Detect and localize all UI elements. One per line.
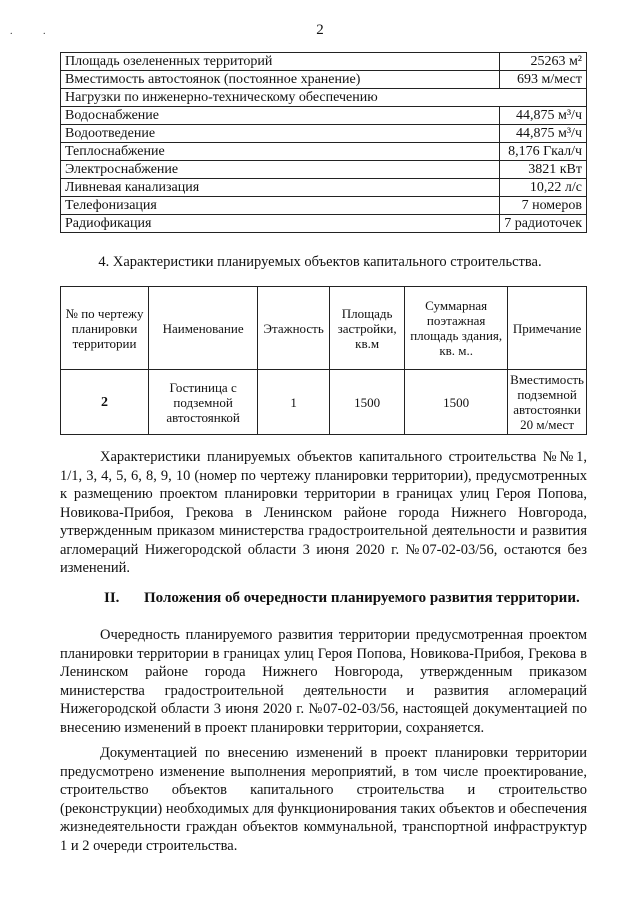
table-row bbox=[61, 161, 587, 179]
section-2-title: Положения об очередности планируемого развития территории. bbox=[144, 590, 580, 606]
param-label: Ливневая канализация bbox=[61, 179, 500, 197]
table-row bbox=[61, 125, 587, 143]
param-value: 44,875 м³/ч bbox=[500, 107, 587, 125]
param-value: 7 номеров bbox=[500, 197, 587, 215]
parameters-table bbox=[60, 52, 587, 233]
section-2-heading bbox=[104, 590, 580, 607]
column-header-total-area: Суммарная поэтажная площадь здания, кв. м.. bbox=[405, 287, 508, 370]
paragraph-sequence: Очередность планируемого развития территории предусмотренная проектом планировки территории в границах улиц Героя Попова, Новикова-Прибоя, Грекова в Ленинском районе города Нижнего Новгорода, утвержденным приказом министерства градостроительной деятельности и развития агломераций Нижегородской области 3 июня 2020 г. №07-02-03/56, настоящей документацией по внесению изменений в проект планировки территории, сохраняется. bbox=[60, 627, 587, 736]
param-value: 693 м/мест bbox=[500, 71, 587, 89]
param-label: Радиофикация bbox=[61, 215, 500, 233]
column-header-floors: Этажность bbox=[258, 287, 330, 370]
param-value: 8,176 Гкал/ч bbox=[500, 143, 587, 161]
param-group-heading: Нагрузки по инженерно-техническому обеспечению bbox=[61, 89, 587, 107]
param-label: Теплоснабжение bbox=[61, 143, 500, 161]
cell-footprint: 1500 bbox=[330, 370, 405, 435]
table-row bbox=[61, 215, 587, 233]
cell-total-area: 1500 bbox=[405, 370, 508, 435]
column-header-note: Примечание bbox=[508, 287, 587, 370]
section-2-number: II. bbox=[104, 590, 120, 606]
param-label: Площадь озелененных территорий bbox=[61, 53, 500, 71]
param-label: Водоснабжение bbox=[61, 107, 500, 125]
cell-number: 2 bbox=[61, 370, 149, 435]
param-value: 10,22 л/с bbox=[500, 179, 587, 197]
table-row bbox=[61, 143, 587, 161]
table-row bbox=[61, 179, 587, 197]
scan-marks: . . bbox=[10, 26, 60, 37]
table-row bbox=[61, 370, 587, 435]
table-row bbox=[61, 197, 587, 215]
paragraph-amendments: Документацией по внесению изменений в проект планировки территории предусмотрено изменение выполнения мероприятий, в том числе проектирование, строительство объектов капитального строительства и строительство (реконструкции) необходимых для функционирования таких объектов и обеспечения жизнедеятельности граждан объектов коммунальной, транспортной инфраструктур 1 и 2 очереди строительства. bbox=[60, 745, 587, 854]
param-value: 25263 м² bbox=[500, 53, 587, 71]
section-4-heading: 4. Характеристики планируемых объектов капитального строительства. bbox=[98, 254, 542, 270]
table-row bbox=[61, 89, 587, 107]
param-label: Электроснабжение bbox=[61, 161, 500, 179]
table-row bbox=[61, 71, 587, 89]
param-label: Вместимость автостоянок (постоянное хранение) bbox=[61, 71, 500, 89]
param-value: 44,875 м³/ч bbox=[500, 125, 587, 143]
cell-note: Вместимость подземной автостоянки 20 м/мест bbox=[508, 370, 587, 435]
param-label: Водоотведение bbox=[61, 125, 500, 143]
column-header-footprint: Площадь застройки, кв.м bbox=[330, 287, 405, 370]
objects-table bbox=[60, 286, 587, 435]
cell-floors: 1 bbox=[258, 370, 330, 435]
param-label: Телефонизация bbox=[61, 197, 500, 215]
column-header-name: Наименование bbox=[149, 287, 258, 370]
table-row bbox=[61, 53, 587, 71]
table-row bbox=[61, 107, 587, 125]
paragraph-characteristics: Характеристики планируемых объектов капитального строительства №№1, 1/1, 3, 4, 5, 6, 8, 9, 10 (номер по чертежу планировки территории), предусмотренных к размещению проектом планировки территории в границах улиц Героя Попова, Новикова-Прибоя, Грекова в Ленинском районе города Нижнего Новгорода, утвержденным приказом министерства градостроительной деятельности и развития агломераций Нижегородской области 3 июня 2020 г. №07-02-03/56, остаются без изменений. bbox=[60, 449, 587, 576]
cell-name: Гостиница с подземной автостоянкой bbox=[149, 370, 258, 435]
page-number: 2 bbox=[316, 22, 324, 38]
table-header-row bbox=[61, 287, 587, 370]
column-header-number: № по чертежу планировки территории bbox=[61, 287, 149, 370]
param-value: 3821 кВт bbox=[500, 161, 587, 179]
param-value: 7 радиоточек bbox=[500, 215, 587, 233]
